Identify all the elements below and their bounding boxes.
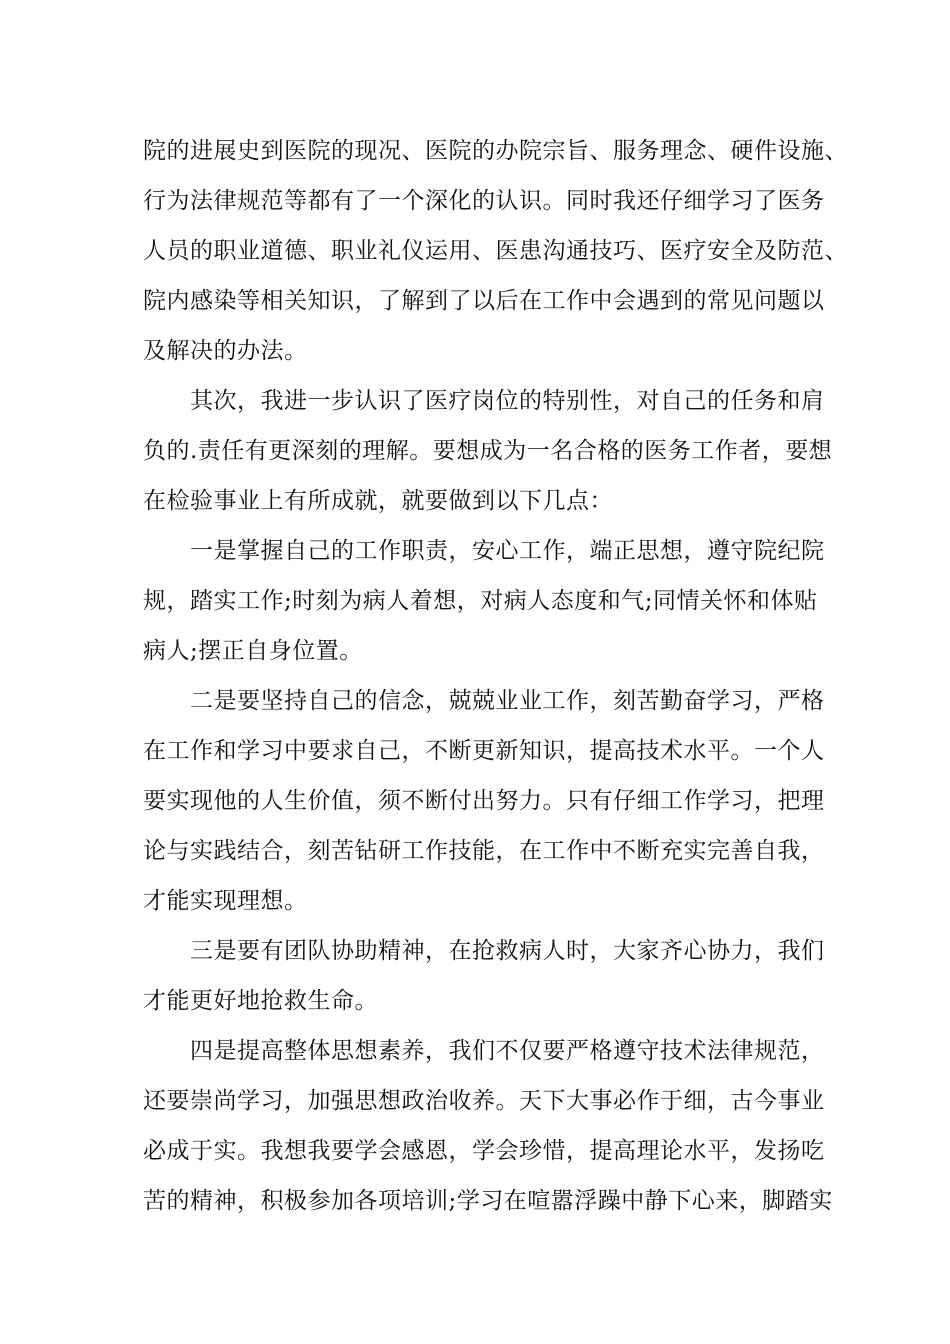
text-line: 及解决的办法。 [143, 338, 308, 364]
text-line: 才能实现理想。 [143, 888, 308, 914]
text-line: 行为法律规范等都有了一个深化的认识。同时我还仔细学习了医务 [143, 188, 825, 214]
text-line: 院的进展史到医院的现况、医院的办院宗旨、服务理念、硬件设施、 [143, 138, 848, 164]
text-line: 规，踏实工作;时刻为病人着想，对病人态度和气;同情关怀和体贴 [143, 588, 818, 614]
text-line: 人员的职业道德、职业礼仪运用、医患沟通技巧、医疗安全及防范、 [143, 238, 848, 264]
text-line: 才能更好地抢救生命。 [143, 988, 378, 1014]
paragraph-first-line: 二是要坚持自己的信念，兢兢业业工作，刻苦勤奋学习，严格 [190, 688, 825, 714]
text-line: 院内感染等相关知识，了解到了以后在工作中会遇到的常见问题以 [143, 288, 825, 314]
document-body [143, 126, 848, 1226]
paragraph-first-line: 四是提高整体思想素养，我们不仅要严格遵守技术法律规范， [190, 1038, 825, 1064]
text-line: 必成于实。我想我要学会感恩，学会珍惜，提高理论水平，发扬吃 [143, 1138, 825, 1164]
text-line: 论与实践结合，刻苦钻研工作技能，在工作中不断充实完善自我， [143, 838, 825, 864]
text-line: 负的.责任有更深刻的理解。要想成为一名合格的医务工作者，要想 [143, 438, 833, 464]
paragraph-first-line: 三是要有团队协助精神，在抢救病人时，大家齐心协力，我们 [190, 938, 825, 964]
paragraph-first-line: 其次，我进一步认识了医疗岗位的特别性，对自己的任务和肩 [190, 388, 825, 414]
text-line: 在检验事业上有所成就，就要做到以下几点： [143, 488, 613, 514]
text-line: 病人;摆正自身位置。 [143, 638, 363, 664]
text-line: 还要崇尚学习，加强思想政治收养。天下大事必作于细，古今事业 [143, 1088, 825, 1114]
paragraph-first-line: 一是掌握自己的工作职责，安心工作，端正思想，遵守院纪院 [190, 538, 825, 564]
text-line: 苦的精神，积极参加各项培训;学习在喧嚣浮躁中静下心来，脚踏实 [143, 1188, 833, 1214]
text-line: 在工作和学习中要求自己，不断更新知识，提高技术水平。一个人 [143, 738, 825, 764]
text-line: 要实现他的人生价值，须不断付出努力。只有仔细工作学习，把理 [143, 788, 825, 814]
